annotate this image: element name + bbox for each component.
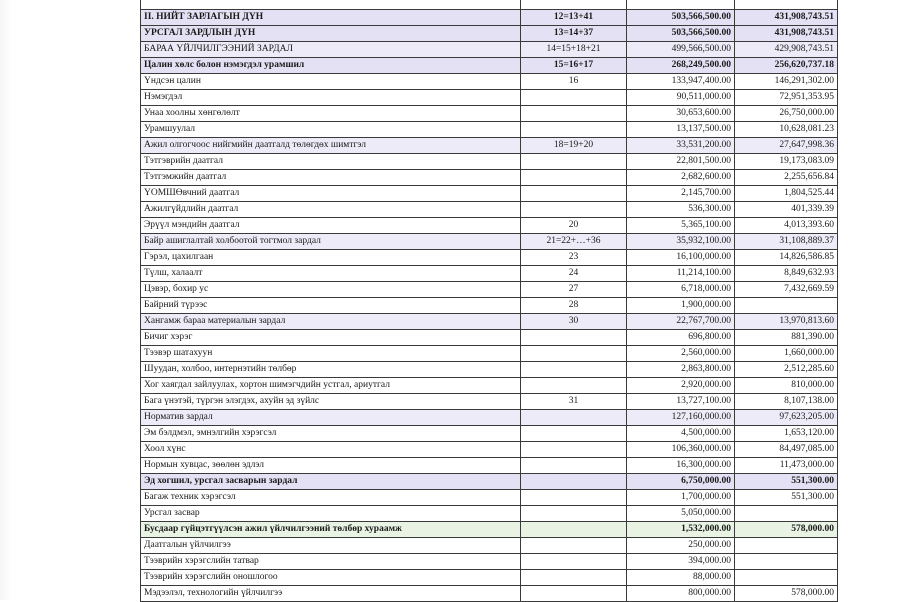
line-item-code [521,186,627,202]
planned-amount: 22,801,500.00 [627,154,735,170]
planned-amount: 5,365,100.00 [627,218,735,234]
planned-amount: 503,566,500.00 [627,26,735,42]
line-item-name: Нормын хувцас, зөөлөн эдлэл [141,458,521,474]
line-item-name: Тэтгэмжийн даатгал [141,170,521,186]
line-item-name: Эм бэлдмэл, эмнэлгийн хэрэгсэл [141,426,521,442]
actual-amount: 578,000.00 [735,586,838,602]
actual-amount: 578,000.00 [735,522,838,538]
line-item-name: БАРАА ҮЙЛЧИЛГЭЭНИЙ ЗАРДАЛ [141,42,521,58]
planned-amount: 35,932,100.00 [627,234,735,250]
table-row [141,282,838,298]
actual-amount: 431,908,743.51 [735,10,838,26]
actual-amount: 1,653,120.00 [735,426,838,442]
line-item-name: Урамшуулал [141,122,521,138]
line-item-name: Ажил олгогчоос нийгмийн даатгалд төлөгдөх шимтгэл [141,138,521,154]
table-row [141,442,838,458]
actual-amount: 31,108,889.37 [735,234,838,250]
planned-amount: 106,360,000.00 [627,442,735,458]
planned-amount: 696,800.00 [627,330,735,346]
actual-amount: 10,628,081.23 [735,122,838,138]
table-row [141,42,838,58]
line-item-code [521,0,627,10]
planned-amount: 1,532,000.00 [627,522,735,538]
line-item-code [521,202,627,218]
planned-amount: 22,767,700.00 [627,314,735,330]
planned-amount: 16,300,000.00 [627,458,735,474]
line-item-code [521,410,627,426]
planned-amount: 499,566,500.00 [627,42,735,58]
actual-amount: 14,826,586.85 [735,250,838,266]
planned-amount: 11,214,100.00 [627,266,735,282]
line-item-name: Тээвэр шатахуун [141,346,521,362]
table-row [141,138,838,154]
actual-amount: 881,390.00 [735,330,838,346]
actual-amount: 84,497,085.00 [735,442,838,458]
line-item-name: Нэмэгдэл [141,90,521,106]
line-item-code: 15=16+17 [521,58,627,74]
planned-amount: 133,947,400.00 [627,74,735,90]
planned-amount: 33,531,200.00 [627,138,735,154]
line-item-name: Тэтгэврийн даатгал [141,154,521,170]
line-item-code [521,362,627,378]
actual-amount: 810,000.00 [735,378,838,394]
line-item-code [521,426,627,442]
line-item-name: Бусдаар гүйцэтгүүлсэн ажил үйлчилгээний төлбөр хураамж [141,522,521,538]
line-item-name: Бага үнэтэй, түргэн элэгдэх, ахуйн эд зүйлс [141,394,521,410]
line-item-code: 23 [521,250,627,266]
line-item-code [521,170,627,186]
line-item-name: Эд хогшил, урсгал засварын зардал [141,474,521,490]
table-row [141,0,838,10]
line-item-name: Норматив зардал [141,410,521,426]
planned-amount: 6,750,000.00 [627,474,735,490]
line-item-code: 16 [521,74,627,90]
actual-amount: 8,107,138.00 [735,394,838,410]
planned-amount: 1,700,000.00 [627,490,735,506]
table-row [141,234,838,250]
actual-amount: 551,300.00 [735,474,838,490]
table-row [141,394,838,410]
planned-amount: 2,682,600.00 [627,170,735,186]
line-item-code: 24 [521,266,627,282]
budget-sheet [140,0,840,600]
line-item-name: Урсгал засвар [141,506,521,522]
line-item-name: Цалин хөлс болон нэмэгдэл урамшил [141,58,521,74]
actual-amount: 97,623,205.00 [735,410,838,426]
table-row [141,90,838,106]
planned-amount [627,0,735,10]
actual-amount: 19,173,083.09 [735,154,838,170]
actual-amount: 431,908,743.51 [735,26,838,42]
table-row [141,410,838,426]
planned-amount: 394,000.00 [627,554,735,570]
planned-amount: 1,900,000.00 [627,298,735,314]
table-row [141,58,838,74]
planned-amount: 6,718,000.00 [627,282,735,298]
table-row [141,186,838,202]
line-item-code [521,554,627,570]
line-item-name: II. НИЙТ ЗАРЛАГЫН ДҮН [141,10,521,26]
line-item-name: Ажилгүйдлийн даатгал [141,202,521,218]
table-row [141,522,838,538]
table-row [141,570,838,586]
actual-amount [735,554,838,570]
actual-amount: 72,951,353.95 [735,90,838,106]
actual-amount: 2,512,285.60 [735,362,838,378]
actual-amount: 551,300.00 [735,490,838,506]
table-row [141,250,838,266]
line-item-name: Тээврийн хэрэгслийн татвар [141,554,521,570]
line-item-code: 21=22+…+36 [521,234,627,250]
line-item-code [521,122,627,138]
table-row [141,458,838,474]
table-row [141,202,838,218]
line-item-name: Байрний түрээс [141,298,521,314]
actual-amount: 4,013,393.60 [735,218,838,234]
table-row [141,74,838,90]
line-item-name: Унаа хоолны хөнгөлөлт [141,106,521,122]
line-item-code: 14=15+18+21 [521,42,627,58]
table-row [141,506,838,522]
table-row [141,10,838,26]
planned-amount: 13,137,500.00 [627,122,735,138]
planned-amount: 268,249,500.00 [627,58,735,74]
table-row [141,170,838,186]
line-item-name: Тээврийн хэрэгслийн оношлогоо [141,570,521,586]
planned-amount: 5,050,000.00 [627,506,735,522]
actual-amount: 1,660,000.00 [735,346,838,362]
line-item-code: 12=13+41 [521,10,627,26]
line-item-name: ҮОМШӨвчний даатгал [141,186,521,202]
table-row [141,586,838,602]
line-item-code [521,378,627,394]
line-item-code [521,90,627,106]
line-item-name [141,0,521,10]
planned-amount: 4,500,000.00 [627,426,735,442]
line-item-name: Гэрэл, цахилгаан [141,250,521,266]
planned-amount: 503,566,500.00 [627,10,735,26]
planned-amount: 800,000.00 [627,586,735,602]
table-row [141,378,838,394]
line-item-code: 30 [521,314,627,330]
line-item-code [521,522,627,538]
line-item-name: Байр ашиглалтай холбоотой тогтмол зардал [141,234,521,250]
line-item-code [521,154,627,170]
table-row [141,218,838,234]
line-item-code [521,586,627,602]
line-item-code: 20 [521,218,627,234]
table-row [141,330,838,346]
actual-amount [735,298,838,314]
planned-amount: 2,560,000.00 [627,346,735,362]
table-row [141,154,838,170]
line-item-code [521,490,627,506]
actual-amount [735,538,838,554]
planned-amount: 127,160,000.00 [627,410,735,426]
line-item-code: 18=19+20 [521,138,627,154]
line-item-code [521,106,627,122]
line-item-code: 13=14+37 [521,26,627,42]
table-row [141,362,838,378]
planned-amount: 13,727,100.00 [627,394,735,410]
planned-amount: 30,653,600.00 [627,106,735,122]
line-item-name: УРСГАЛ ЗАРДЛЫН ДҮН [141,26,521,42]
actual-amount: 1,804,525.44 [735,186,838,202]
line-item-name: Хоол хүнс [141,442,521,458]
actual-amount [735,506,838,522]
table-row [141,26,838,42]
line-item-code: 31 [521,394,627,410]
line-item-name: Үндсэн цалин [141,74,521,90]
actual-amount: 8,849,632.93 [735,266,838,282]
line-item-name: Цэвэр, бохир ус [141,282,521,298]
table-row [141,490,838,506]
actual-amount: 11,473,000.00 [735,458,838,474]
line-item-name: Хог хаягдал зайлуулах, хортон шимэгчдийн устгал, ариутгал [141,378,521,394]
line-item-code: 27 [521,282,627,298]
table-row [141,474,838,490]
line-item-name: Бичиг хэрэг [141,330,521,346]
planned-amount: 2,145,700.00 [627,186,735,202]
actual-amount [735,0,838,10]
planned-amount: 88,000.00 [627,570,735,586]
line-item-code: 28 [521,298,627,314]
line-item-name: Түлш, халаалт [141,266,521,282]
line-item-name: Багаж техник хэрэгсэл [141,490,521,506]
scan-shadow-left [0,0,12,600]
actual-amount: 146,291,302.00 [735,74,838,90]
line-item-code [521,538,627,554]
table-row [141,298,838,314]
actual-amount: 13,970,813.60 [735,314,838,330]
planned-amount: 16,100,000.00 [627,250,735,266]
line-item-name: Эрүүл мэндийн даатгал [141,218,521,234]
line-item-code [521,442,627,458]
line-item-name: Хангамж бараа материалын зардал [141,314,521,330]
planned-amount: 250,000.00 [627,538,735,554]
line-item-code [521,506,627,522]
table-row [141,106,838,122]
actual-amount [735,570,838,586]
actual-amount: 401,339.39 [735,202,838,218]
table-row [141,314,838,330]
planned-amount: 2,920,000.00 [627,378,735,394]
planned-amount: 90,511,000.00 [627,90,735,106]
line-item-code [521,346,627,362]
table-row [141,426,838,442]
planned-amount: 536,300.00 [627,202,735,218]
actual-amount: 2,255,656.84 [735,170,838,186]
expense-table-body [141,0,838,602]
planned-amount: 2,863,800.00 [627,362,735,378]
actual-amount: 26,750,000.00 [735,106,838,122]
table-row [141,122,838,138]
table-row [141,346,838,362]
table-row [141,538,838,554]
actual-amount: 7,432,669.59 [735,282,838,298]
actual-amount: 27,647,998.36 [735,138,838,154]
table-row [141,554,838,570]
table-row [141,266,838,282]
expense-table [140,0,838,602]
line-item-code [521,458,627,474]
line-item-code [521,570,627,586]
line-item-name: Даатгалын үйлчилгээ [141,538,521,554]
actual-amount: 429,908,743.51 [735,42,838,58]
line-item-name: Шуудан, холбоо, интернэтийн төлбөр [141,362,521,378]
actual-amount: 256,620,737.18 [735,58,838,74]
line-item-name: Мэдээлэл, технологийн үйлчилгээ [141,586,521,602]
line-item-code [521,330,627,346]
line-item-code [521,474,627,490]
